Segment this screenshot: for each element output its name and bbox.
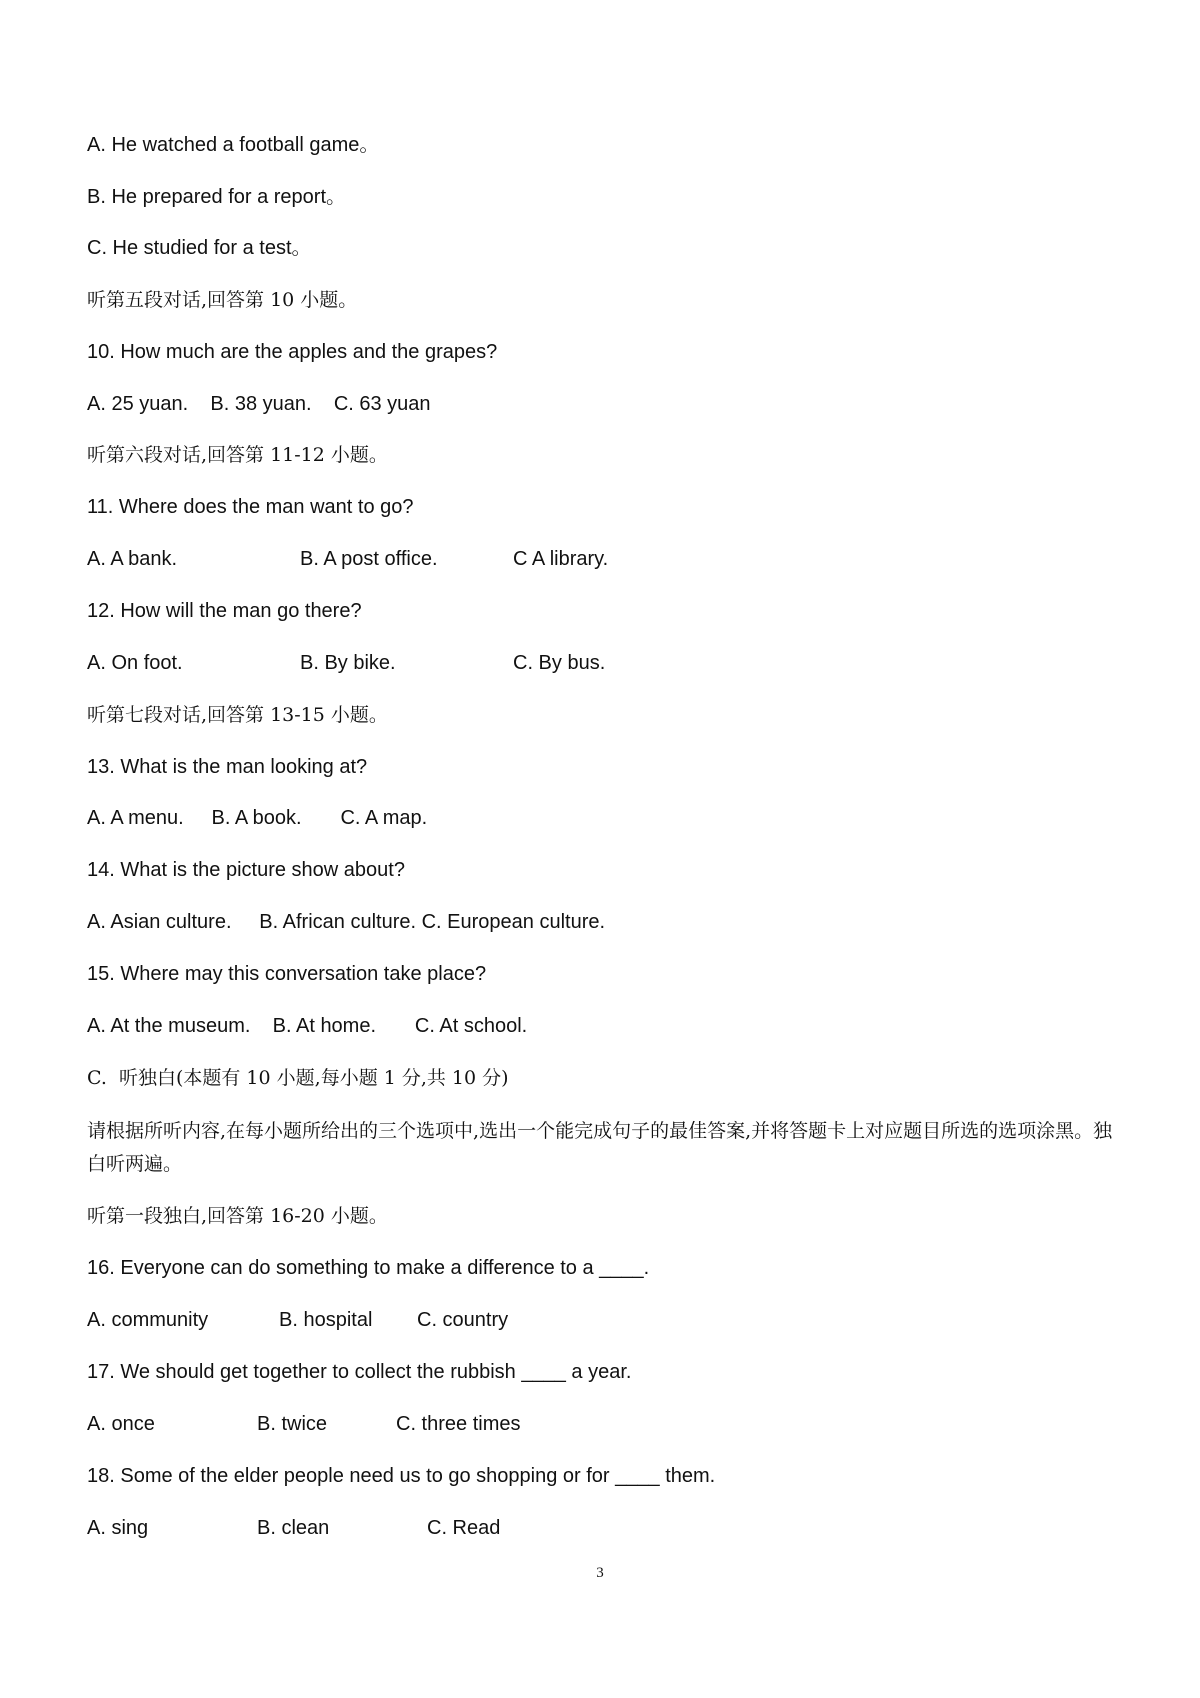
page-number: 3 bbox=[596, 1565, 604, 1581]
question-12-options bbox=[87, 650, 1087, 676]
q9-option-a: A. He watched a football game。 bbox=[87, 134, 380, 156]
question-18-option-c: C. Read bbox=[427, 1517, 501, 1539]
question-17-options bbox=[87, 1411, 1087, 1437]
question-10: 10. How much are the apples and the grapes? bbox=[87, 341, 498, 363]
question-15: 15. Where may this conversation take place? bbox=[87, 963, 487, 985]
question-18: 18. Some of the elder people need us to go shopping or for ____ them. bbox=[87, 1465, 716, 1487]
question-10-options: A. 25 yuan. B. 38 yuan. C. 63 yuan bbox=[87, 393, 431, 415]
question-17-option-c: C. three times bbox=[396, 1413, 521, 1435]
dialogue-6-heading: 听第六段对话,回答第 11-12 小题。 bbox=[87, 444, 388, 466]
question-16-options bbox=[87, 1307, 1087, 1333]
monologue-1-heading: 听第一段独白,回答第 16-20 小题。 bbox=[87, 1205, 388, 1227]
question-13-options: A. A menu. B. A book. C. A map. bbox=[87, 807, 428, 829]
question-11-option-b: B. A post office. bbox=[300, 548, 438, 570]
question-11-option-c: C A library. bbox=[513, 548, 609, 570]
question-18-option-a: A. sing bbox=[87, 1517, 149, 1539]
question-16-option-a: A. community bbox=[87, 1309, 209, 1331]
question-12: 12. How will the man go there? bbox=[87, 600, 362, 622]
dialogue-5-heading: 听第五段对话,回答第 10 小题。 bbox=[87, 289, 358, 311]
section-c-instructions: 请根据所听内容,在每小题所给出的三个选项中,选出一个能完成句子的最佳答案,并将答题卡上对应题目所选的选项涂黑。独白听两遍。 bbox=[87, 1120, 1113, 1175]
question-11: 11. Where does the man want to go? bbox=[87, 496, 414, 518]
question-11-options bbox=[87, 546, 1087, 572]
question-14: 14. What is the picture show about? bbox=[87, 859, 405, 881]
question-18-option-b: B. clean bbox=[257, 1517, 330, 1539]
question-16: 16. Everyone can do something to make a difference to a ____. bbox=[87, 1257, 650, 1279]
question-11-option-a: A. A bank. bbox=[87, 548, 178, 570]
question-16-option-c: C. country bbox=[417, 1309, 509, 1331]
question-12-option-a: A. On foot. bbox=[87, 652, 183, 674]
dialogue-7-heading: 听第七段对话,回答第 13-15 小题。 bbox=[87, 704, 388, 726]
question-12-option-c: C. By bus. bbox=[513, 652, 606, 674]
question-14-options: A. Asian culture. B. African culture. C. European culture. bbox=[87, 911, 606, 933]
section-c-heading: C. 听独白(本题有 10 小题,每小题 1 分,共 10 分) bbox=[87, 1067, 509, 1089]
q9-option-c: C. He studied for a test。 bbox=[87, 237, 312, 259]
question-17-option-a: A. once bbox=[87, 1413, 155, 1435]
question-18-options bbox=[87, 1515, 1087, 1541]
q9-option-b: B. He prepared for a report。 bbox=[87, 186, 347, 208]
question-15-options: A. At the museum. B. At home. C. At school. bbox=[87, 1015, 528, 1037]
question-17: 17. We should get together to collect the rubbish ____ a year. bbox=[87, 1361, 632, 1383]
question-16-option-b: B. hospital bbox=[279, 1309, 373, 1331]
question-17-option-b: B. twice bbox=[257, 1413, 328, 1435]
question-12-option-b: B. By bike. bbox=[300, 652, 396, 674]
question-13: 13. What is the man looking at? bbox=[87, 756, 368, 778]
